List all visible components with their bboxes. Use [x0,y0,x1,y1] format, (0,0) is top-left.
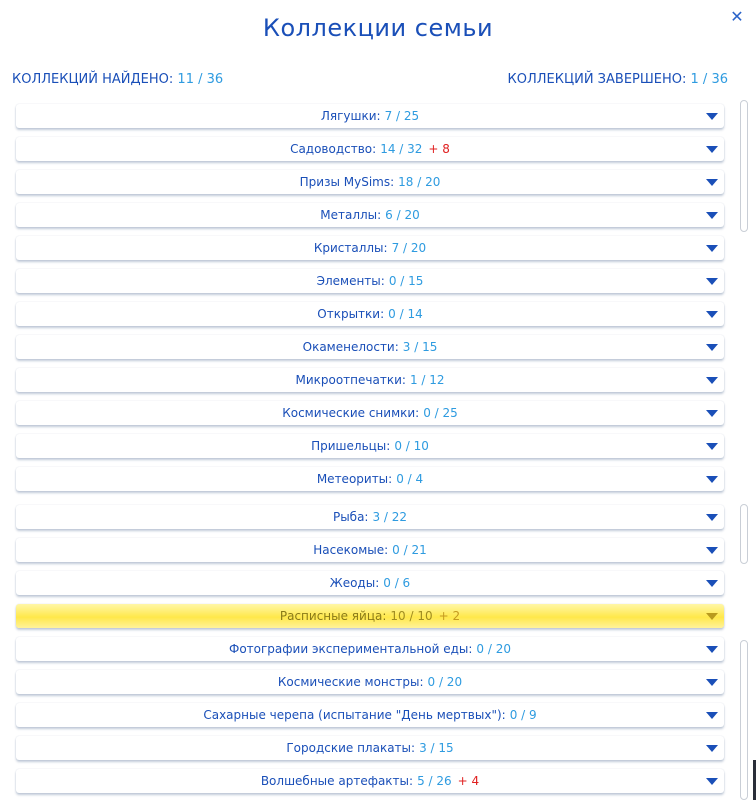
collection-name: Окаменелости: [302,340,399,354]
collection-count: 0 / 15 [388,274,424,288]
collection-list[interactable] [14,100,728,800]
chevron-down-icon[interactable] [706,712,718,719]
collection-count: 5 / 26 [417,774,452,788]
chevron-down-icon[interactable] [706,443,718,450]
collection-row[interactable] [16,335,724,359]
collection-name: Микроотпечатки: [295,373,406,387]
collection-name: Жеоды: [329,576,380,590]
collection-name: Металлы: [320,208,382,222]
collection-count: 3 / 22 [372,510,408,524]
collection-row[interactable] [16,137,724,161]
collection-name: Лягушки: [320,109,381,123]
collection-new-count: + 4 [457,774,480,788]
chevron-down-icon[interactable] [706,514,718,521]
collection-count: 10 / 10 [390,609,433,623]
scrollbar-thumb[interactable] [740,504,748,564]
collection-count: 3 / 15 [419,741,454,755]
collection-row[interactable] [16,104,724,128]
collection-row[interactable] [16,505,724,529]
collection-name: Волшебные артефакты: [260,774,414,788]
collection-count: 0 / 25 [423,406,458,420]
collection-row[interactable] [16,637,724,661]
chevron-down-icon[interactable] [706,344,718,351]
collection-name: Призы MySims: [299,175,395,189]
found-value: 11 / 36 [177,72,224,87]
chevron-down-icon[interactable] [706,547,718,554]
collection-row[interactable] [16,769,724,793]
collection-row[interactable] [16,736,724,760]
chevron-down-icon[interactable] [706,278,718,285]
collection-row[interactable] [16,604,724,628]
collection-row[interactable] [16,302,724,326]
collection-name: Садоводство: [290,142,377,156]
collection-count: 7 / 25 [384,109,420,123]
completed-stat [508,72,728,87]
collection-name: Элементы: [316,274,385,288]
collection-name: Космические монстры: [277,675,424,689]
collection-count: 0 / 20 [427,675,463,689]
collection-name: Метеориты: [316,472,393,486]
chevron-down-icon[interactable] [706,245,718,252]
collection-count: 0 / 9 [509,708,537,722]
collection-name: Кристаллы: [313,241,388,255]
chevron-down-icon[interactable] [706,646,718,653]
collection-new-count: + 2 [438,609,461,623]
collection-count: 3 / 15 [402,340,438,354]
collection-new-count: + 8 [428,142,450,156]
collection-count: 1 / 12 [409,373,445,387]
chevron-down-icon[interactable] [706,679,718,686]
collection-row[interactable] [16,401,724,425]
collection-name: Космические снимки: [282,406,420,420]
collection-row[interactable] [16,467,724,491]
chevron-down-icon[interactable] [706,113,718,120]
collection-name: Насекомые: [313,543,389,557]
collection-row[interactable] [16,670,724,694]
chevron-down-icon[interactable] [706,311,718,318]
collection-name: Сахарные черепа (испытание "День мертвых"): [203,708,506,722]
collection-row[interactable] [16,538,724,562]
collection-row[interactable] [16,269,724,293]
collection-row[interactable] [16,203,724,227]
completed-value: 1 / 36 [690,72,728,87]
chevron-down-icon[interactable] [706,410,718,417]
collection-row[interactable] [16,368,724,392]
collection-count: 14 / 32 [380,142,423,156]
collection-count: 6 / 20 [385,208,420,222]
scrollbar-thumb[interactable] [740,640,748,800]
collection-count: 0 / 6 [383,576,411,590]
collection-count: 0 / 14 [388,307,423,321]
found-stat [12,72,223,87]
chevron-down-icon[interactable] [706,745,718,752]
chevron-down-icon[interactable] [706,179,718,186]
collection-row[interactable] [16,170,724,194]
chevron-down-icon[interactable] [706,212,718,219]
page-title: Коллекции семьи [262,14,494,42]
collection-row[interactable] [16,236,724,260]
chevron-down-icon[interactable] [706,778,718,785]
scrollbar[interactable] [740,100,748,800]
collection-count: 0 / 10 [394,439,429,453]
collection-row[interactable] [16,703,724,727]
collection-row[interactable] [16,434,724,458]
collection-name: Фотографии экспериментальной еды: [229,642,473,656]
collection-stats [12,72,728,90]
chevron-down-icon[interactable] [706,377,718,384]
collection-name: Расписные яйца: [279,609,387,623]
close-icon[interactable]: ✕ [730,7,744,26]
found-label: КОЛЛЕКЦИЙ НАЙДЕНО: [12,72,174,87]
collection-count: 0 / 4 [396,472,424,486]
collection-count: 18 / 20 [398,175,441,189]
scrollbar-thumb[interactable] [740,100,748,232]
collection-name: Городские плакаты: [286,741,416,755]
chevron-down-icon[interactable] [706,146,718,153]
collection-count: 7 / 20 [391,241,427,255]
chevron-down-icon[interactable] [706,476,718,483]
collection-name: Пришельцы: [311,439,391,453]
collection-name: Рыба: [332,510,369,524]
completed-label: КОЛЛЕКЦИЙ ЗАВЕРШЕНО: [507,72,687,87]
collection-count: 0 / 21 [392,543,427,557]
chevron-down-icon[interactable] [706,613,718,620]
collection-count: 0 / 20 [476,642,511,656]
collection-row[interactable] [16,571,724,595]
collection-name: Открытки: [317,307,385,321]
chevron-down-icon[interactable] [706,580,718,587]
